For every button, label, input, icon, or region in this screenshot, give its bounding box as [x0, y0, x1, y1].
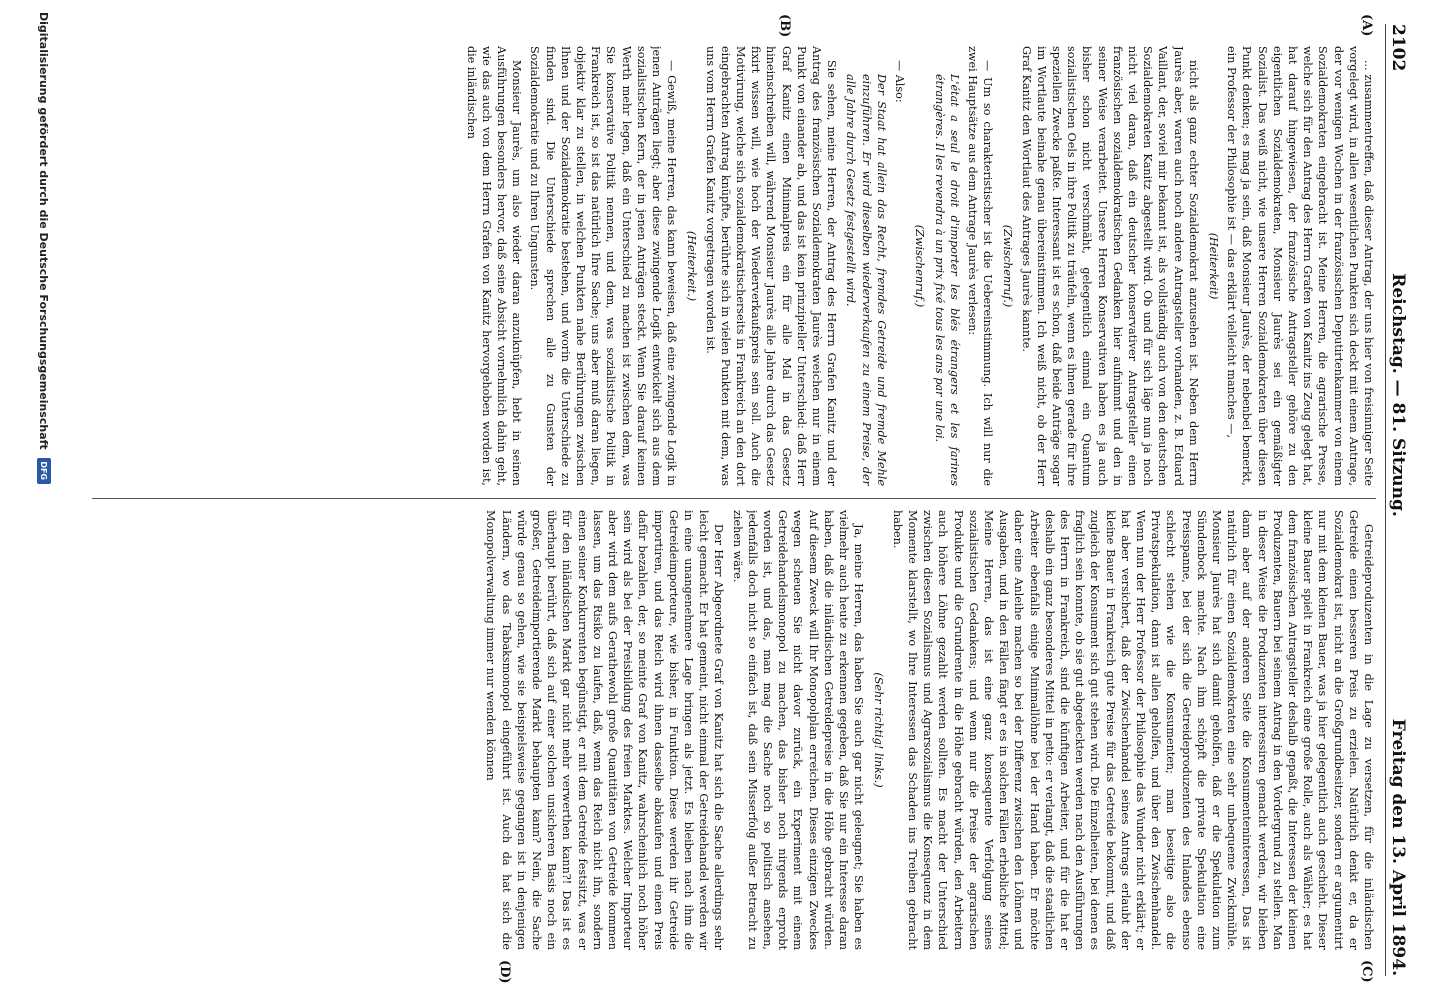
column-divider — [92, 498, 1376, 499]
dfg-logo-icon: DFG — [37, 458, 51, 484]
interjection: (Heiterkeit.) — [685, 230, 699, 302]
interjection: (Heiterkeit) — [1206, 232, 1220, 300]
paragraph: ... zusammentreffen, daß dieser Antrag, der uns hier von freisinniger Seite vorgelegt wird, in allen wesentlichen Punkten sich deckt mit einem Antrage, der vor wenigen Wochen in der französischen Deputirtenkammer von einem Sozialdemokraten eingebracht ist. Meine Herren, die agrarische Presse, welche sich für den Antrag des Herrn Grafen von Kanitz ins Zeug gelegt hat, hat darauf hingewiesen, der französische Antragsteller gehöre zu den eigentlichen Sozialdemokraten, Monsieur Jaurès sei ein gemäßigter Sozialist. Das weiß nicht, wie unsere Herren Sozialdemokraten über diesen Punkt denken; es mag ja sein, daß Monsieur Jaurès, der nebenbei bemerkt, ein Professor der Philosophie ist — das erklärt vielleicht manches —, — [1225, 46, 1375, 486]
right-text-column — [92, 510, 1376, 950]
paragraph: nicht als ganz echter Sozialdemokrat anzusehen ist. Neben dem Herrn Jaurès aber, waren auch noch andere Antragsteller vorhanden, z. B. Eduard Vaillant, der, soviel mir bekannt ist, als vollständig auch von den deutschen Sozialdemokraten Kanitz abgestellt wird. Ob und für sich läge nun ja noch nicht viel daran, daß ein deutscher konservativer Antragsteller einen französischen sozialdemokratischen Gedanken hier aufnimmt und den in seiner Weise verarbeitet. Unsere Herren Konservativen haben es ja auch bisher schon nicht verschmäht, gelegentlich einmal ein Quantum sozialistischen Oels in ihre Politik zu träufeln, wenn es ihnen gerade für ihre speziellen Zwecke paßte. Interessant ist es schon, daß beide Anträge sogar im Wortlaute beinahe genau übereinstimmen. Ich weiß nicht, ob der Herr Graf Kanitz den Wortlaut des Antrages Jaurès kannte. — [1019, 46, 1200, 486]
digitization-footer — [32, 0, 56, 1000]
rotated-document-page — [22, 0, 1432, 1000]
margin-marker-b: (B) — [777, 14, 792, 38]
margin-marker-c: (C) — [1359, 960, 1374, 983]
left-text-column — [92, 46, 1376, 486]
interjection: (Zwischenruf.) — [1001, 224, 1015, 308]
paragraph: Monsieur Jaurès, um also wieder daran anzuknüpfen, hebt in seinen Ausführungen besonders hervor, daß seine Absicht vornehmlich dahin geht, wie das auch von dem Herrn Grafen von Kanitz hervorgehoben worden ist, die inländischen — [464, 46, 524, 486]
margin-marker-a: (A) — [1359, 14, 1374, 37]
footer-credit: Digitalisierung gefördert durch die Deutsche Forschungsgemeinschaft — [37, 12, 51, 450]
page-header — [1385, 24, 1422, 976]
paragraph: Ja, meine Herren, das haben Sie auch gar nicht geleugnet; Sie haben es vielmehr auch heute zu erkennen gegeben, daß Sie nur ein Interesse daran haben, daß die inländischen Getreidepreise in die Höhe gebracht würden. Auf diesem Zweck will Ihr Monopolplan erreichen. Dieses einzigen Zweckes wegen scheuen Sie nicht davor zurück, ein Experiment mit einem Getreidehandelsmonopol zu machen, das bisher noch nirgends erprobt worden ist, und das, man mag die Sache noch so politisch ansehen, jedenfalls doch nicht so einfach ist, daß sein Misserfolg außer Betracht zu ziehen wäre. — [730, 510, 866, 950]
interjection: (Sehr richtig! links.) — [872, 672, 886, 788]
paragraph: — Gewiß, meine Herren, das kann beweisen, daß eine zwingende Logik in jenen Anträgen liegt; aber diese zwingende Logik entwickelt sich aus dem sozialistischen Kern, der in jenen Anträgen steckt. Wenn Sie darauf keinen Werth mehr legen, daß ein Unterschied zu machen ist zwischen dem, was Sie konservative Politik nennen, und dem, was sozialistische Politik in Frankreich ist, so ist das natürlich Ihre Sache; uns aber muß daran liegen, objektiv klar zu stellen, in welchen Punkten nahe Berührungen zwischen Ihnen und der Sozialdemokratie bestehen, und worin die Unterschiede zu finden sind. Die Unterschiede sprechen alle zu Gunsten der Sozialdemokratie und zu Ihren Ungunsten. — [528, 46, 679, 486]
session-date: Freitag den 13. April 1894. — [1388, 718, 1408, 976]
paragraph: Sie sehen, meine Herren, der Antrag des Herrn Grafen Kanitz und der Antrag des französischen Sozialdemokraten Jaurès weichen nur in einem Punkt von einander ab, und das ist kein prinzipieller Unterschied: daß Herr Graf Kanitz einen Minimalpreis ein für alle Mal in das Gesetz hineinschreiben will, während Monsieur Jaurès alle Jahre durch das Gesetz fixirt wissen will, wie hoch der Wiederverkaufspreis sein soll. Auch die Motivirung, welche sich sozialdemokratischerseits in Frankreich an den dort eingebrachten Antrag knüpfte, berührte sich in vielen Punkten mit dem, was uns vom Herrn Grafen Kanitz vorgetragen worden ist. — [703, 46, 839, 486]
interjection: (Zwischenruf.) — [913, 224, 927, 308]
margin-marker-d: (D) — [497, 960, 512, 984]
quotation: Der Staat hat allein das Recht, fremdes Getreide und fremde Mehle einzuführen. Er wird dieselben wiederverkaufen zu einem Preise, der alle Jahre durch Gesetz festgestellt wird. — [844, 74, 888, 486]
paragraph: — Also: — [893, 60, 907, 103]
session-title: Reichstag. — 81. Sitzung. — [1388, 273, 1408, 517]
paragraph: Getreideproduzenten in die Lage zu versetzen, für die inländischen Getreide einen besseren Preis zu erzielen. Natürlich denkt er, da er Sozialdemokrat ist, nicht an die Großgrundbesitzer, sondern er argumentirt nur mit dem kleinen Bauer, was ja hier gelegentlich auch geschieht. Dieser kleine Bauer spielt in Frankreich eine große Rolle, auch als Wähler; es hat dem französischen Antragsteller deshalb gepaßt, die Interessen der kleinen Produzenten, Bauern bei seinem Antrag in den Vordergrund zu stellen. Man in dieser Weise die Produzenten interessiren gemacht werden, wir bleiben dann aber auf der anderen Seite die Konsumenteninteressen, Das ist natürlich für einen Sozialdemokraten eine sehr unbequeme Zwickmühle. Monsieur Jaurès hat sich damit geholfen, daß er die Spekulation zum Sündenbock machte. Nach ihm schöpft die private Spekulation eine Preisspanne, bei der sich die Getreideproduzenten des Inlandes ebenso schlecht stehen wie die Konsumenten; man beseitige also die Privatspekulation, dann ist allen geholfen, und über den Zwischenhandel. Wenn nun der Herr Professor der Philosophie das Wunder nicht erklärt; er hat aber versichert, daß der Zwischenhandel seines Antrags erlaubt der kleine Bauer in Frankreich gute Preise für das Getreide bekommt, und daß zugleich der Konsument sich gut stehen wird. Die Einzelheiten, bei denen es fraglich sein konnte, ob sie gut abgedeckten werden nach den Ausführungen des Herrn in Frankreich, sind die künftigen Arbeiter, und für die hat er deshalb ein ganz besonderes Mittel in petto: er verlangt, daß die staatlichen Arbeiter ebenfalls einige Minimallöhne bei der Hand haben. Er möchte daher eine Anleihe machen so bei der Differenz zwischen den Löhnen und Ausgaben, und in den Fällen fängt er es in solchen Fällen erhebliche Mittel; Meine Herren, das ist eine ganz konsequente Verfolgung seines sozialistischen Gedankens; und wenn nur die Preise der agrarischen Produkte und die Grundrente in die Höhe gebracht würden, den Arbeitern auch höhere Löhne gezahlt werden sollten. Es macht der Unterschied zwischen diesen Sozialismus und Agrarsozialismus die Konsequenz in dem Momente klarstellt, wo Ihre Interessen das Schaden ins Treiben gebracht haben. — [890, 510, 1375, 950]
quotation: L'état a seul le droit d'importer les blés étrangers et les farines étrangères. Il les revendra à un prix fixé tous les ans par une loi. — [932, 74, 961, 486]
page-number: 2102 — [1388, 24, 1408, 72]
paragraph: — Um so charakteristischer ist die Uebereinstimmung. Ich will nur die zwei Hauptsätze aus dem Antrage Jaurès verlesen: — [965, 46, 995, 486]
paragraph: Der Herr Abgeordnete Graf von Kanitz hat sich die Sache allerdings sehr leicht gemacht. Er hat gemeint, nicht einmal der Getreidehandel werden wir in eine unangenehmere Lage bringen als jetzt. Es bleiben nach ihm die Getreideimporteure, wie bisher, in Funktion. Diese werden ihr Getreide importiren, und das Reich wird ihnen dasselbe abkaufen und einen Preis dafür bezahlen, der, so meinte Graf von Kanitz, wahrscheinlich noch höher sein wird als bei der Preisbildung des freien Marktes. Welcher Importeur aber wird dem aufs Gerathewohl große Quantitäten von Getreide kommen lassen, um das Risiko zu laufen, daß, wenn das Reich nicht ihn, sondern einen seiner Konkurrenten begünstigt, er mit dem Getreide festsitzt, was er für den inländischen Markt gar nicht mehr verwerthen kann?! Das ist es überhaupt berührt, daß sich auf einer solchen unsicheren Basis noch ein großer, Getreideimportierende Markt behaupten kann? Nein, die Sache würde genau so gehen, wie sie beispielsweise gegangen ist in denjenigen Ländern, wo das Tabaksmonopol eingeführt ist. Auch da hat sich die Monopolverwaltung immer nur wenden können — [484, 510, 726, 950]
